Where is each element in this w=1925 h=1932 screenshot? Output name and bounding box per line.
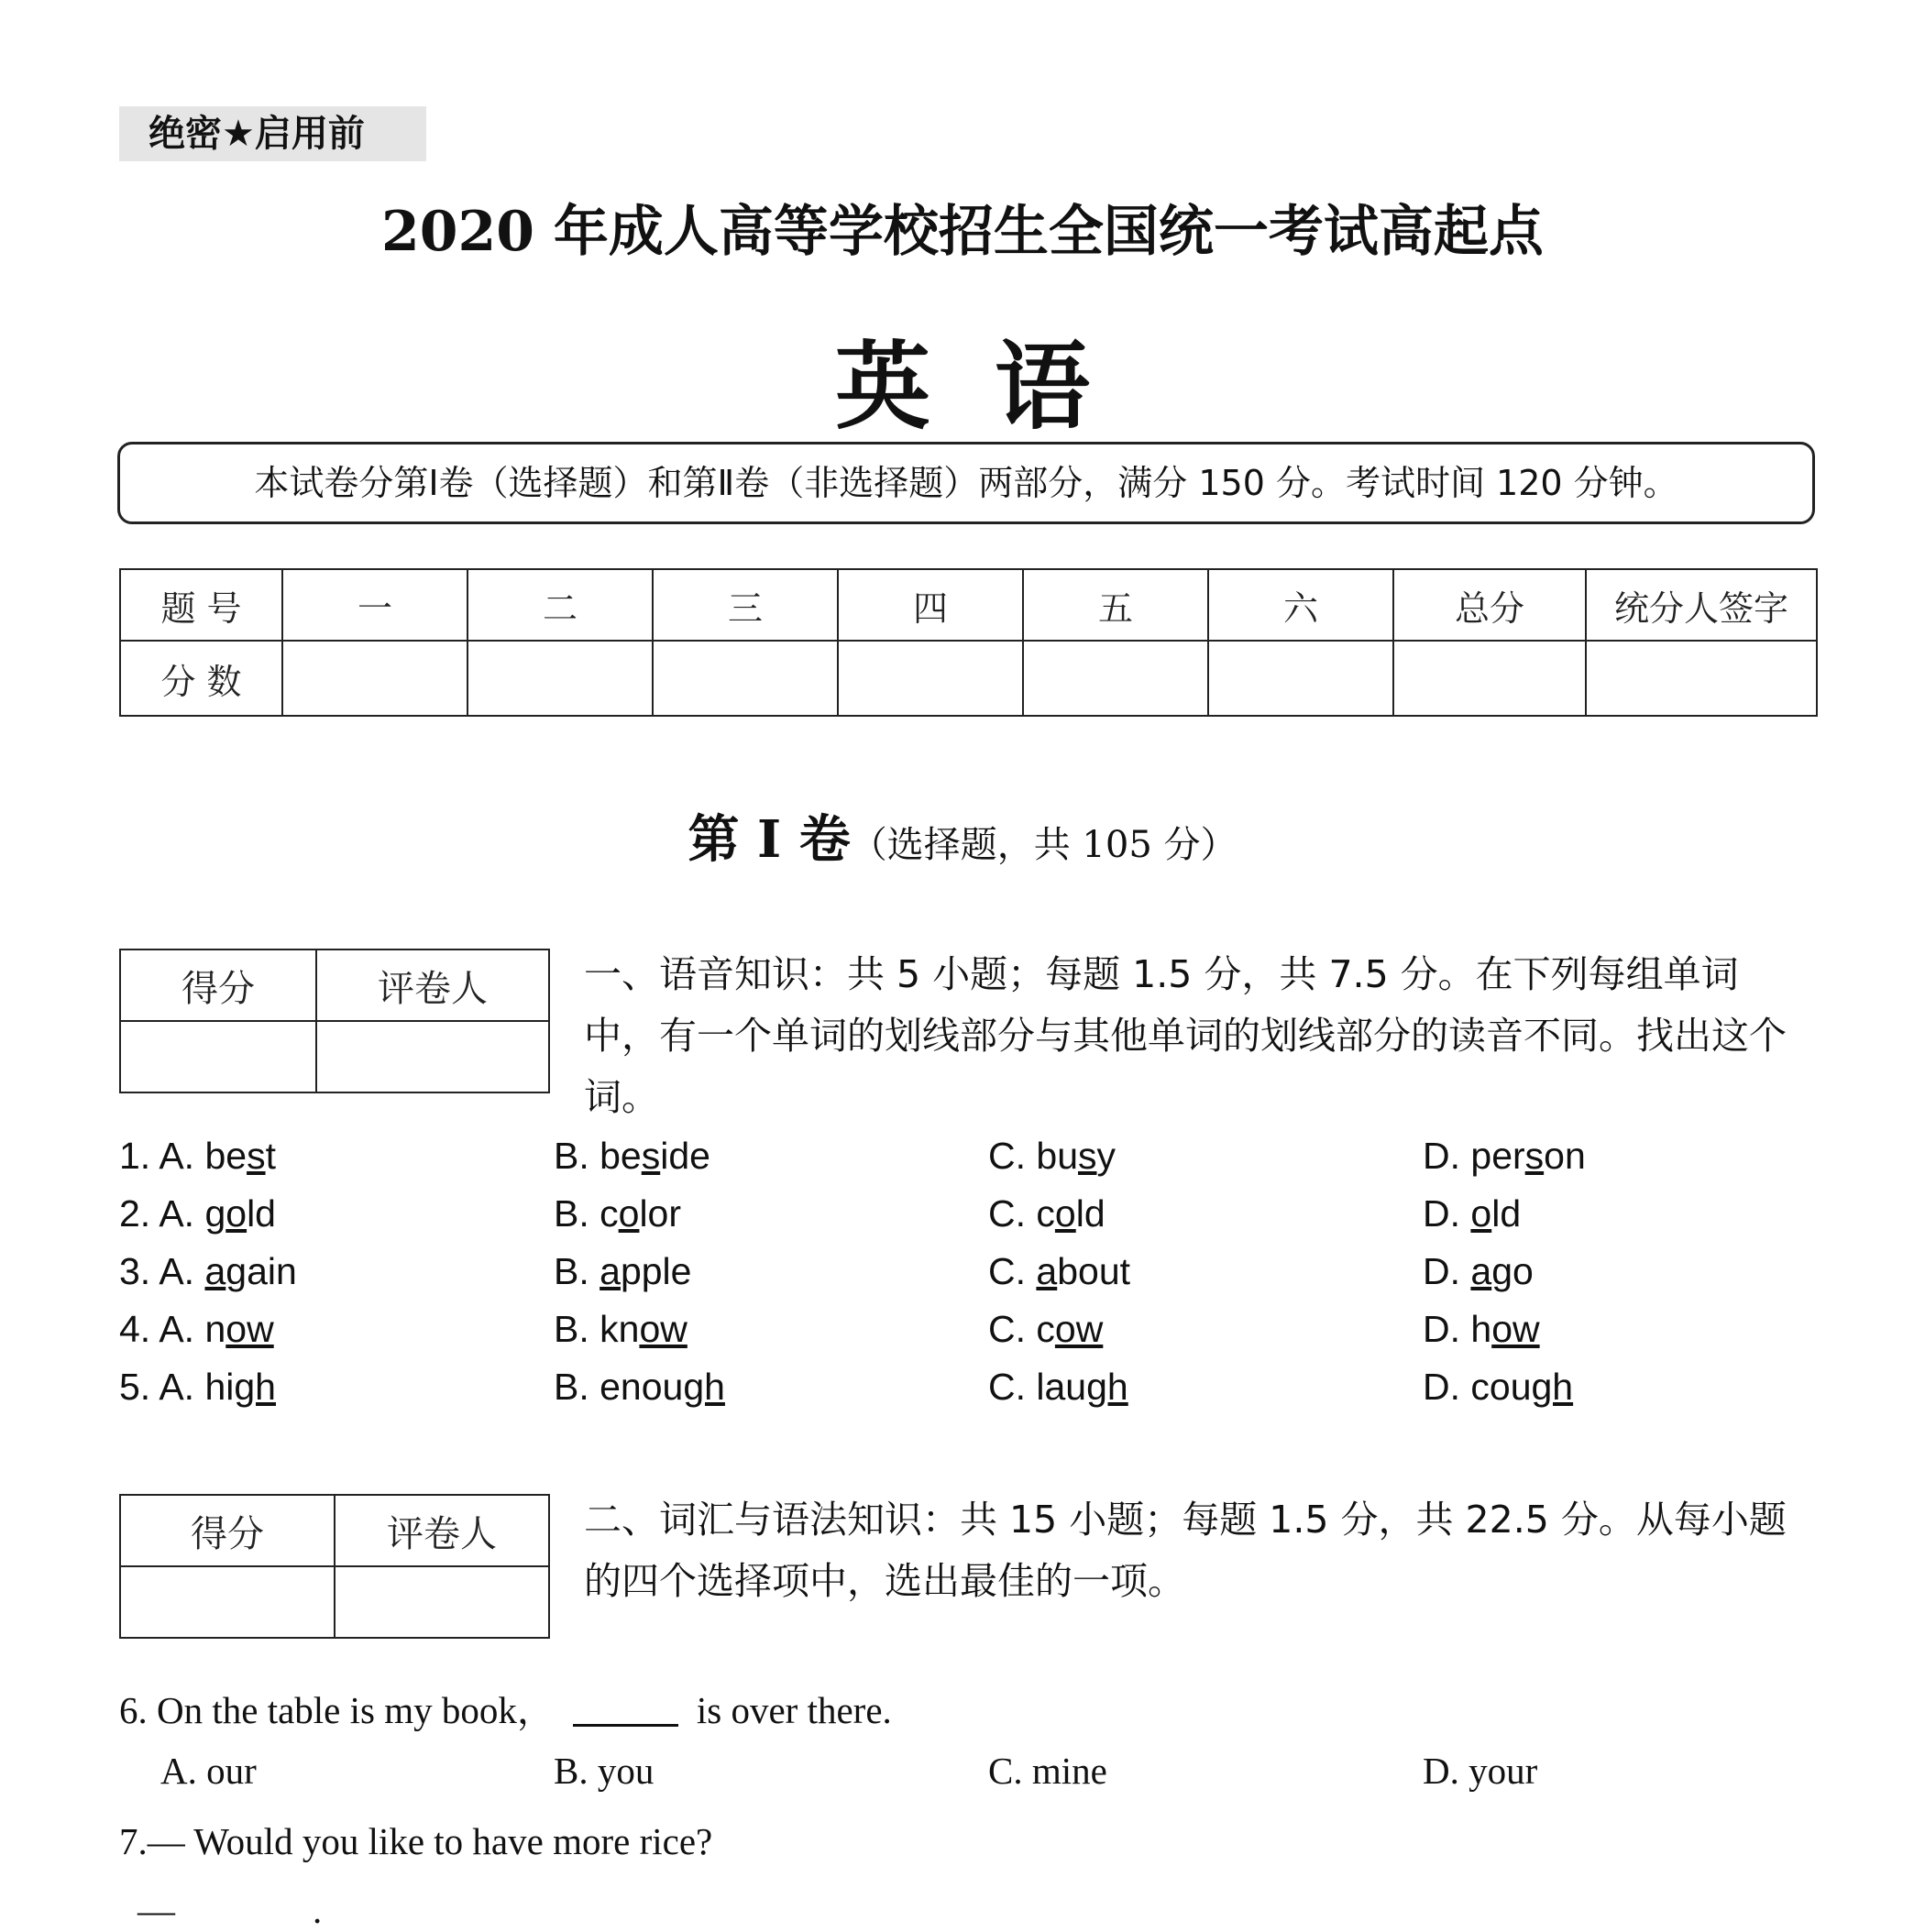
score-cell (1208, 641, 1393, 716)
underlined-part: s (1524, 1135, 1545, 1177)
part1-subtitle: （选择题，共 105 分） (850, 824, 1238, 866)
word-option (119, 1250, 297, 1293)
score-cell (653, 641, 838, 716)
word-option (1423, 1192, 1521, 1235)
answer-blank (573, 1723, 678, 1727)
word-part: A. be (159, 1135, 248, 1177)
question-number: 3. (119, 1250, 160, 1292)
word-part: B. kn (554, 1308, 640, 1350)
word-option (554, 1366, 725, 1409)
score-table-col: 六 (1208, 569, 1393, 641)
question-row (119, 1135, 1842, 1192)
underlined-part: ow (1054, 1308, 1104, 1350)
score-table-col: 总分 (1393, 569, 1586, 641)
score-cell (1023, 641, 1208, 716)
score-table-header-row (120, 569, 1817, 641)
question-row (119, 1308, 1842, 1366)
question-row (119, 1366, 1842, 1423)
word-part: C. c (988, 1308, 1055, 1350)
underlined-part: gh (1086, 1366, 1128, 1408)
word-part: ld (1075, 1192, 1106, 1235)
underlined-part: gh (234, 1366, 276, 1408)
underlined-part: a (1470, 1250, 1492, 1292)
word-option (1423, 1366, 1573, 1409)
subject-title: 英语 (834, 331, 1154, 443)
grader-score-label: 得分 (120, 1495, 335, 1566)
word-part: gain (226, 1250, 297, 1292)
question-number: 5. (119, 1366, 160, 1408)
word-part: go (1491, 1250, 1534, 1292)
question-number: 4. (119, 1308, 160, 1350)
option-d: D. your (1423, 1750, 1538, 1792)
underlined-part: gh (1531, 1366, 1574, 1408)
score-table-col: 一 (282, 569, 468, 641)
question-7: 7.— Would you like to have more rice? (119, 1820, 713, 1862)
word-part: pple (620, 1250, 692, 1292)
underlined-part: a (1036, 1250, 1058, 1292)
question-number: 2. (119, 1192, 160, 1235)
word-part: lor (639, 1192, 682, 1235)
question-7-dash: — (138, 1889, 175, 1931)
word-option (119, 1366, 276, 1409)
grader-reviewer-label: 评卷人 (335, 1495, 549, 1566)
word-part: on (1544, 1135, 1586, 1177)
score-table-col: 四 (838, 569, 1023, 641)
grader-score-label: 得分 (120, 950, 316, 1021)
underlined-part: o (226, 1192, 248, 1235)
grader-reviewer-cell (316, 1021, 549, 1092)
word-option (1423, 1250, 1534, 1293)
word-option (1423, 1135, 1586, 1178)
question-number: 1. (119, 1135, 160, 1177)
word-option (119, 1192, 276, 1235)
word-part: B. (554, 1250, 600, 1292)
option-b: B. you (554, 1750, 654, 1792)
word-part: D. h (1423, 1308, 1492, 1350)
underlined-part: gh (683, 1366, 725, 1408)
section1-grader-box (119, 949, 550, 1093)
word-part: y (1096, 1135, 1116, 1177)
word-part: C. c (988, 1192, 1055, 1235)
word-option (119, 1308, 274, 1351)
score-table (119, 568, 1818, 717)
underlined-part: s (641, 1135, 661, 1177)
score-cell (1393, 641, 1586, 716)
underlined-part: o (1470, 1192, 1492, 1235)
question-row (119, 1192, 1842, 1250)
section2-instruction: 二、词汇与语法知识：共 15 小题；每题 1.5 分，共 22.5 分。从每小题的四个选择项中，选出最佳的一项。 (584, 1498, 1787, 1603)
word-part: D. per (1423, 1135, 1525, 1177)
word-part: D. cou (1423, 1366, 1532, 1408)
word-part: ide (660, 1135, 710, 1177)
question-7-period: . (313, 1889, 323, 1931)
word-option (988, 1308, 1103, 1351)
word-part: C. lau (988, 1366, 1087, 1408)
score-table-col: 统分人签字 (1586, 569, 1817, 641)
word-option (554, 1308, 688, 1351)
exam-notice: 本试卷分第Ⅰ卷（选择题）和第Ⅱ卷（非选择题）两部分，满分 150 分。考试时间 120 分钟。 (117, 442, 1815, 524)
underlined-part: o (618, 1192, 640, 1235)
question-6-text: 6. On the table is my book， (119, 1689, 555, 1731)
exam-title: 2020 年成人高等学校招生全国统一考试高起点 (381, 200, 1544, 264)
option-c: C. mine (988, 1750, 1107, 1792)
score-cell (468, 641, 653, 716)
score-cell (282, 641, 468, 716)
word-part: A. g (159, 1192, 226, 1235)
underlined-part: ow (1491, 1308, 1540, 1350)
score-table-row-label: 题 号 (120, 569, 282, 641)
word-part: A. n (159, 1308, 226, 1350)
underlined-part: s (1078, 1135, 1097, 1177)
score-table-col: 三 (653, 569, 838, 641)
grader-reviewer-label: 评卷人 (316, 950, 549, 1021)
confidential-label: 绝密★启用前 (119, 106, 426, 161)
underlined-part: a (600, 1250, 621, 1292)
word-part: C. bu (988, 1135, 1078, 1177)
part1-heading (0, 799, 1925, 873)
word-part: ld (1491, 1192, 1522, 1235)
word-part: B. enou (554, 1366, 684, 1408)
question-6-options (119, 1749, 1842, 1806)
word-part: C. (988, 1250, 1037, 1292)
word-option (988, 1250, 1130, 1293)
word-part: A. (159, 1250, 205, 1292)
underlined-part: ow (226, 1308, 274, 1350)
underlined-part: a (204, 1250, 226, 1292)
grader-reviewer-cell (335, 1566, 549, 1638)
word-option (1423, 1308, 1540, 1351)
score-table-row-label: 分 数 (120, 641, 282, 716)
question-7-answer (138, 1888, 322, 1932)
underlined-part: s (247, 1135, 266, 1177)
word-part: B. be (554, 1135, 642, 1177)
word-option (554, 1250, 691, 1293)
grader-score-cell (120, 1021, 316, 1092)
word-part: ld (247, 1192, 276, 1235)
word-option (119, 1135, 276, 1178)
underlined-part: o (1054, 1192, 1076, 1235)
word-option (554, 1192, 681, 1235)
option-a: A. our (160, 1750, 257, 1792)
question-6-text-end: is over there. (696, 1689, 892, 1731)
underlined-part: ow (639, 1308, 688, 1350)
score-table-col: 二 (468, 569, 653, 641)
section1-instruction: 一、语音知识：共 5 小题；每题 1.5 分，共 7.5 分。在下列每组单词中，有一个单词的划线部分与其他单词的划线部分的读音不同。找出这个词。 (584, 952, 1787, 1119)
word-part: D. (1423, 1250, 1471, 1292)
part1-title: 第 I 卷 (688, 809, 851, 870)
word-part: B. c (554, 1192, 619, 1235)
question-row (119, 1250, 1842, 1308)
word-part: D. (1423, 1192, 1471, 1235)
word-option (988, 1192, 1106, 1235)
word-part: t (265, 1135, 276, 1177)
score-table-score-row (120, 641, 1817, 716)
section2-grader-box (119, 1494, 550, 1639)
word-option (554, 1135, 710, 1178)
word-option (988, 1366, 1128, 1409)
grader-score-cell (120, 1566, 335, 1638)
word-part: A. hi (159, 1366, 235, 1408)
score-cell (1586, 641, 1817, 716)
score-table-col: 五 (1023, 569, 1208, 641)
question-6 (119, 1680, 892, 1734)
word-option (988, 1135, 1116, 1178)
score-cell (838, 641, 1023, 716)
word-part: bout (1057, 1250, 1131, 1292)
